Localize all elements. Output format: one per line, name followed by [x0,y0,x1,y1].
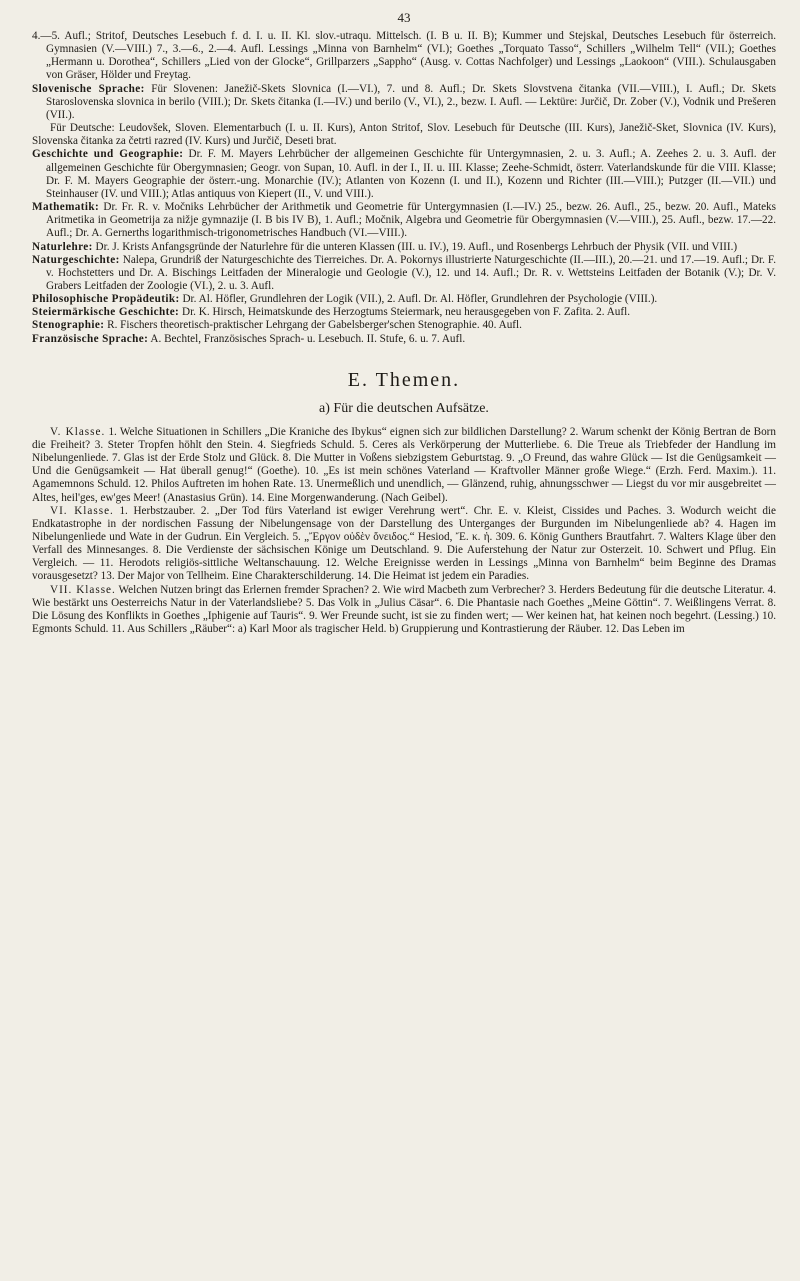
subject-entry [32,306,776,319]
class-label: VII. Klasse. [50,583,116,596]
subject-text: Dr. K. Hirsch, Heimatskunde des Herzogtums Steiermark, neu herausgegeben von F. Zafita. 2. Aufl. [179,306,631,319]
subject-label: Mathematik: [32,201,100,214]
subject-label: Geschichte und Geographie: [32,148,184,161]
subject-text: Dr. F. M. Mayers Lehrbücher der allgemeinen Geschichte für Untergymnasien, 2. u. 3. Aufl.; A. Zeehes 2. u. 3. Aufl. der allgemeinen Geschichte für Obergymnasien; Geogr. von Supan, 10. Aufl. in der I., II. u. III. Klasse; Zeehe-Schmidt, österr. Vaterlandskunde für die VIII. Klasse; Dr. F. M. Mayers Geographie der österr.-ung. Monarchie (IV.); Atlanten von Kozenn (I. und II.), Kozenn und Richter (III.—VIII.); Putzger (II.—VII.) und Steinhauser (IV. und VIII.); Atlas antiquus von Kiepert (II., V. und VIII.). [46,148,776,200]
subject-entry [32,83,776,122]
subject-text: Für Slovenen: Janežič-Skets Slovnica (I.—VI.), 7. und 8. Aufl.; Dr. Skets Slovstvena čitanka (VII.—VIII.), I. Aufl.; Dr. Skets Staroslovenska slovnica in berilo (VIII.); Dr. Skets čitanka (I.—IV.) und berilo (V., VI.), 2., bezw. I. Aufl. — Lektüre: Jurčič, Dr. Zober (V.), Vodnik und Prešeren (VII.). [46,82,777,121]
subject-label: Naturlehre: [32,240,93,253]
subject-text: Dr. J. Krists Anfangsgründe der Naturlehre für die unteren Klassen (III. u. IV.), 19. Aufl., und Rosenbergs Lehrbuch der Physik (VII. und VIII.) [92,240,738,253]
class-topics-text: Welchen Nutzen bringt das Erlernen fremder Sprachen? 2. Wie wird Macbeth zum Verbrecher? 3. Herders Bedeutung für die deutsche Literatur. 4. Wie bestärkt uns Oesterreichs Natur in der Vaterlandsliebe? 5. Das Volk in „Julius Cäsar“. 6. Die Phantasie nach Goethes „Meine Göttin“. 7. Weißlingens Verrat. 8. Die Lösung des Konflikts in Goethes „Iphigenie auf Tauris“. 9. Wer Freunde sucht, ist sie zu finden wert; — Wer keinen hat, hat keinen noch begehrt. (Lessing.) 10. Egmonts Schuld. 11. Aus Schillers „Räuber“: a) Karl Moor als tragischer Held. b) Gruppierung und Kontrastierung der Räuber. 12. Das Leben im [32,583,776,636]
textbook-list-paragraph: 4.—5. Aufl.; Stritof, Deutsches Lesebuch f. d. I. u. II. Kl. slov.-utraqu. Mittelsch. (I. B u. II. B); Kummer und Stejskal, Deutsches Lesebuch für österreich. Gymnasien (V.—VIII.) 7., 3.—6., 2.—4. Aufl. Lessings „Minna von Barnhelm“ (VI.); Goethes „Torquato Tasso“, Schillers „Wilhelm Tell“ (VII.); Goethes „Hermann u. Dorothea“, Schillers „Lied von der Glocke“, Grillparzers „Sappho“ (Ausg. v. Cottas Nachfolger) und Lessings „Laokoon“ (VIII.). Schulausgaben von Gräser, Hölder und Freytag. [32,30,776,82]
subject-entry [32,201,776,240]
subject-label: Slovenische Sprache: [32,82,145,95]
essay-topics [32,426,776,637]
subject-entry [32,319,776,332]
section-subheading: a) Für die deutschen Aufsätze. [319,400,489,416]
subject-text: R. Fischers theoretisch-praktischer Lehrgang der Gabelsberger'schen Stenographie. 40. Aufl. [104,319,522,332]
subject-entry [32,293,776,306]
subject-entry [32,148,776,201]
subject-text: A. Bechtel, Französisches Sprach- u. Lesebuch. II. Stufe, 6. u. 7. Aufl. [148,332,466,345]
class-topics-text: 1. Welche Situationen in Schillers „Die Kraniche des Ibykus“ eignen sich zur bildlichen Darstellung? 2. Warum schenkt der König Bertran de Born die Freiheit? 3. Steter Tropfen höhlt den Stein. 4. Siegfrieds Schuld. 5. Ceres als Verkörperung der Mutterliebe. 6. Die Treue als Triebfeder der Handlung im Nibelungenliede. 7. Glas ist der Erde Stolz und Glück. 8. Die Mutter in Voßens siebzigstem Geburtstag. 9. „O Freund, das wahre Glück — Ist die Genügsamkeit — Und die Genügsamkeit — Hat überall genug!“ (Goethe). 10. „Es ist mein schönes Vaterland — Kraftvoller Männer große Wiege.“ (Erzh. Ferd. Maxim.). 11. Agamemnons Schuld. 12. Philos Auftreten im hohen Rate. 13. Unermeßlich und unendlich, — Glänzend, ruhig, ahnungsschwer — Liegst du vor mir ausgebreitet — Altes, heil'ges, ew'ges Meer! (Anastasius Grün). 14. Eine Morgenwanderung. (Nach Geibel). [32,425,776,504]
subject-text: Nalepa, Grundriß der Naturgeschichte des Tierreiches. Dr. A. Pokornys illustrierte Naturgeschichte (II.—III.), 20.—21. und 17.—19. Aufl.; Dr. F. v. Hochstetters und Dr. A. Bischings Leitfaden der Mineralogie und Geologie (V.), 12. und 14. Aufl.; Dr. R. v. Wettsteins Leitfaden der Botanik (V.); Dr. V. Grabers Leitfaden der Zoologie (VI.), 2. u. 3. Aufl. [46,253,776,292]
subject-entry [32,254,776,293]
subject-list [32,83,776,346]
class-topics-text: 1. Herbstzauber. 2. „Der Tod fürs Vaterland ist ewiger Verehrung wert“. Chr. E. v. Kleist, Cissides und Paches. 3. Wodurch weicht die Endkatastrophe in der nordischen Fassung der Nibelungensage von der Darstellung des Unterganges der Burgunden im Nibelungenliede ab? 4. Hagen im Nibelungenliede und Wate in der Gudrun. Ein Vergleich. 5. „Ἔργον οὐδὲν ὄνειδος.“ Hesiod, Ἔ. κ. ἡ. 309. 6. König Gunthers Brautfahrt. 7. Walters Klage über den Verfall des Minnesanges. 8. Die Verdienste der sächsischen Könige um Deutschland. 9. Die Auferstehung der Natur zur Osterzeit. 10. Schwert und Pflug. Ein Vergleich. — 11. Herodots religiös-sittliche Weltanschauung. 12. Welche Ereignisse werden in Lessings „Minna von Barnhelm“ beim Beginne des Dramas vorausgesetzt? 13. Der Major von Tellheim. Eine Charakterschilderung. 14. Die Heimat ist jedem ein Paradies. [32,504,776,583]
subject-text: Dr. Fr. R. v. Močniks Lehrbücher der Arithmetik und Geometrie für Untergymnasien (I.—IV.) 25., bezw. 26. Aufl., 25., bezw. 20. Aufl., Mateks Aritmetika in Geometrija za nižje gymnazije (I. B bis IV B), 1. Aufl.; Močnik, Algebra und Geometrie für Obergymnasien (V.—VIII.), 25. Aufl., bezw. 17.—22. Aufl.; Dr. A. Gernerths logarithmisch-trigonometrisches Handbuch (VI.—VIII.). [46,201,776,240]
class-topics [32,584,776,637]
class-topics [32,426,776,505]
subject-text: Für Deutsche: Leudovšek, Sloven. Elementarbuch (I. u. II. Kurs), Anton Stritof, Slov. Lesebuch für Deutsche (III. Kurs), Janežič-Sket, Slovnica (IV. Kurs), Slovenska čitanka za četrti razred (IV. Kurs) und Jurčič, Deseti brat. [32,122,776,148]
section-heading: E. Themen. [347,368,461,391]
class-label: V. Klasse. [50,425,106,438]
subject-entry [32,241,776,254]
subject-label: Philosophische Propädeutik: [32,293,180,306]
subject-label: Französische Sprache: [32,332,149,345]
page-number: 43 [397,10,411,25]
subject-text: Dr. Al. Höfler, Grundlehren der Logik (VII.), 2. Aufl. Dr. Al. Höfler, Grundlehren der Psychologie (VIII.). [179,293,658,306]
subject-label: Naturgeschichte: [32,253,120,266]
subject-label: Stenographie: [32,319,105,332]
class-topics [32,505,776,584]
class-label: VI. Klasse. [50,504,114,517]
subject-entry [32,122,776,148]
subject-label: Steiermärkische Geschichte: [32,306,180,319]
subject-entry [32,333,776,346]
